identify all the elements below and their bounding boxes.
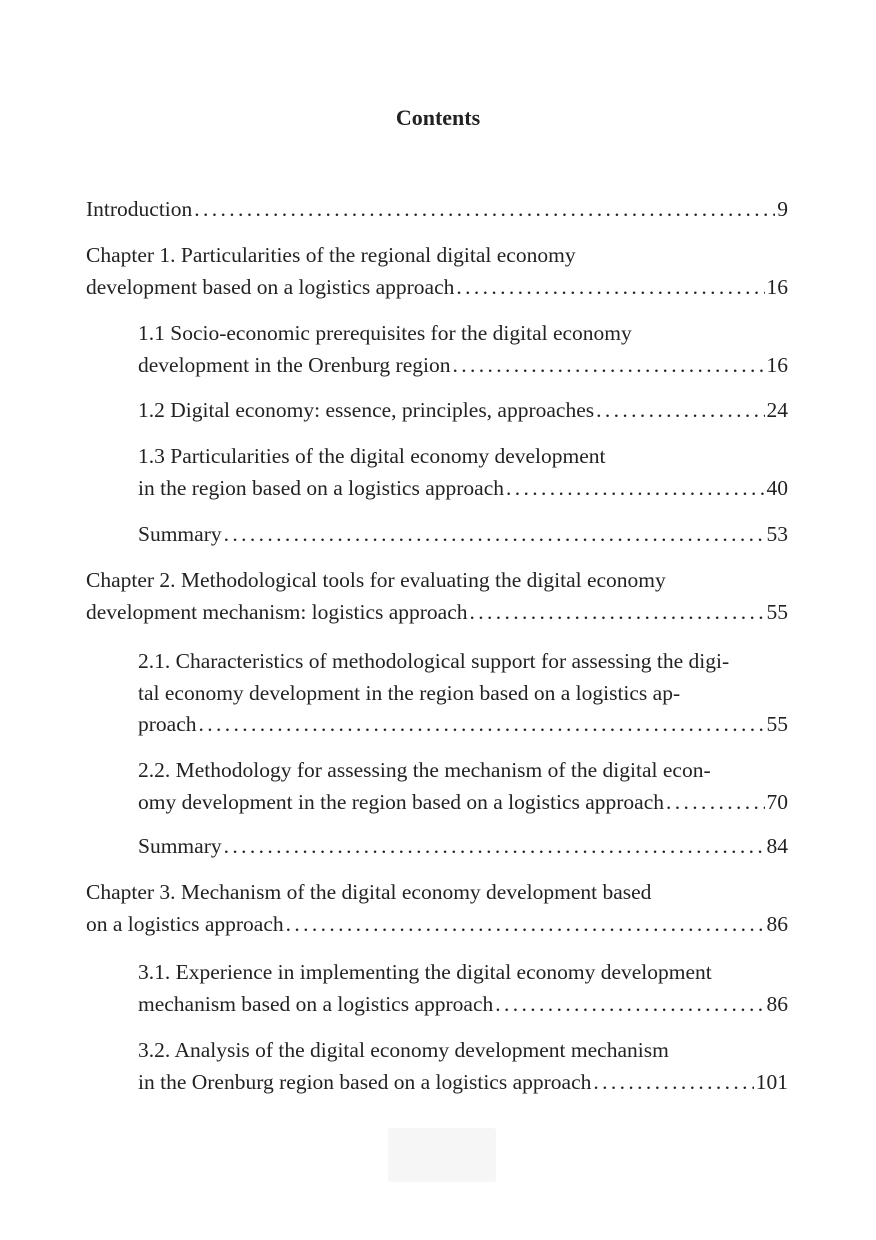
toc-entry-line: 1.3 Particularities of the digital economy development [138, 444, 606, 468]
toc-entry-summary-2[interactable] [138, 831, 788, 863]
toc-entry-label: development mechanism: logistics approach [86, 599, 468, 624]
toc-entry-line: 2.1. Characteristics of methodological support for assessing the digi- [138, 649, 730, 673]
dot-leader [495, 989, 764, 1021]
dot-leader [224, 831, 765, 863]
toc-entry-line: 2.2. Methodology for assessing the mechanism of the digital econ- [138, 758, 711, 782]
toc-entry-1-3[interactable] [138, 441, 788, 504]
toc-entry-label: on a logistics approach [86, 911, 284, 936]
dot-leader [286, 909, 765, 941]
toc-entry-1-2[interactable] [138, 395, 788, 427]
dot-leader [194, 194, 775, 226]
toc-entry-label: Summary [138, 522, 222, 546]
dot-leader [452, 350, 764, 382]
toc-page-number: 9 [777, 197, 788, 221]
toc-entry-1-1[interactable] [138, 318, 788, 381]
toc-entry-chapter-2[interactable] [86, 565, 788, 628]
toc-page-number: 86 [766, 911, 788, 936]
toc-entry-line: Chapter 1. Particularities of the regional digital economy [86, 243, 576, 267]
dot-leader [224, 519, 765, 551]
toc-page-number: 55 [766, 712, 788, 736]
toc-entry-3-1[interactable] [138, 957, 788, 1020]
toc-entry-line: Chapter 2. Methodological tools for evaluating the digital economy [86, 568, 666, 592]
toc-entry-line: tal economy development in the region based on a logistics ap- [138, 680, 681, 705]
toc-entry-label: mechanism based on a logistics approach [138, 991, 494, 1016]
toc-page-number: 40 [766, 475, 788, 500]
toc-entry-chapter-3[interactable] [86, 877, 788, 940]
toc-entry-label: development in the Orenburg region [138, 352, 451, 377]
dot-leader [596, 395, 764, 427]
toc-entry-label: omy development in the region based on a logistics approach [138, 789, 665, 814]
toc-entry-2-2[interactable] [138, 755, 788, 818]
toc-entry-label: in the Orenburg region based on a logistics approach [138, 1069, 592, 1094]
toc-page-number: 55 [766, 599, 788, 624]
toc-entry-label: development based on a logistics approach [86, 274, 455, 299]
toc-entry-line: 3.2. Analysis of the digital economy development mechanism [138, 1038, 669, 1062]
toc-page-number: 101 [755, 1069, 788, 1094]
dot-leader [506, 473, 765, 505]
dot-leader [456, 272, 764, 304]
toc-entry-line: 1.1 Socio-economic prerequisites for the digital economy [138, 321, 632, 345]
toc-entry-label: Summary [138, 834, 222, 858]
toc-page-number: 16 [766, 352, 788, 377]
toc-entry-line: 3.1. Experience in implementing the digital economy development [138, 960, 712, 984]
toc-page-number: 53 [766, 522, 788, 546]
toc-entry-label: Introduction [86, 197, 193, 221]
toc-entry-label: proach [138, 712, 197, 736]
toc-page-number: 16 [766, 274, 788, 299]
toc-entry-label: in the region based on a logistics approach [138, 475, 504, 500]
toc-entry-label: 1.2 Digital economy: essence, principles, approaches [138, 398, 595, 422]
toc-entry-line: Chapter 3. Mechanism of the digital economy development based [86, 880, 652, 904]
toc-entry-2-1[interactable] [138, 646, 788, 741]
toc-page-number: 24 [766, 398, 788, 422]
dot-leader [199, 709, 765, 741]
toc-page-number: 70 [766, 789, 788, 814]
toc-entry-introduction[interactable] [86, 194, 788, 226]
toc-entry-chapter-1[interactable] [86, 240, 788, 303]
dot-leader [593, 1067, 753, 1099]
toc-page-number: 86 [766, 991, 788, 1016]
toc-entry-3-2[interactable] [138, 1035, 788, 1098]
dot-leader [666, 787, 764, 819]
footer-blank-area [388, 1128, 496, 1182]
toc-entry-summary-1[interactable] [138, 519, 788, 551]
page-title: Contents [395, 105, 481, 130]
toc-page-number: 84 [766, 834, 788, 858]
dot-leader [470, 597, 765, 629]
